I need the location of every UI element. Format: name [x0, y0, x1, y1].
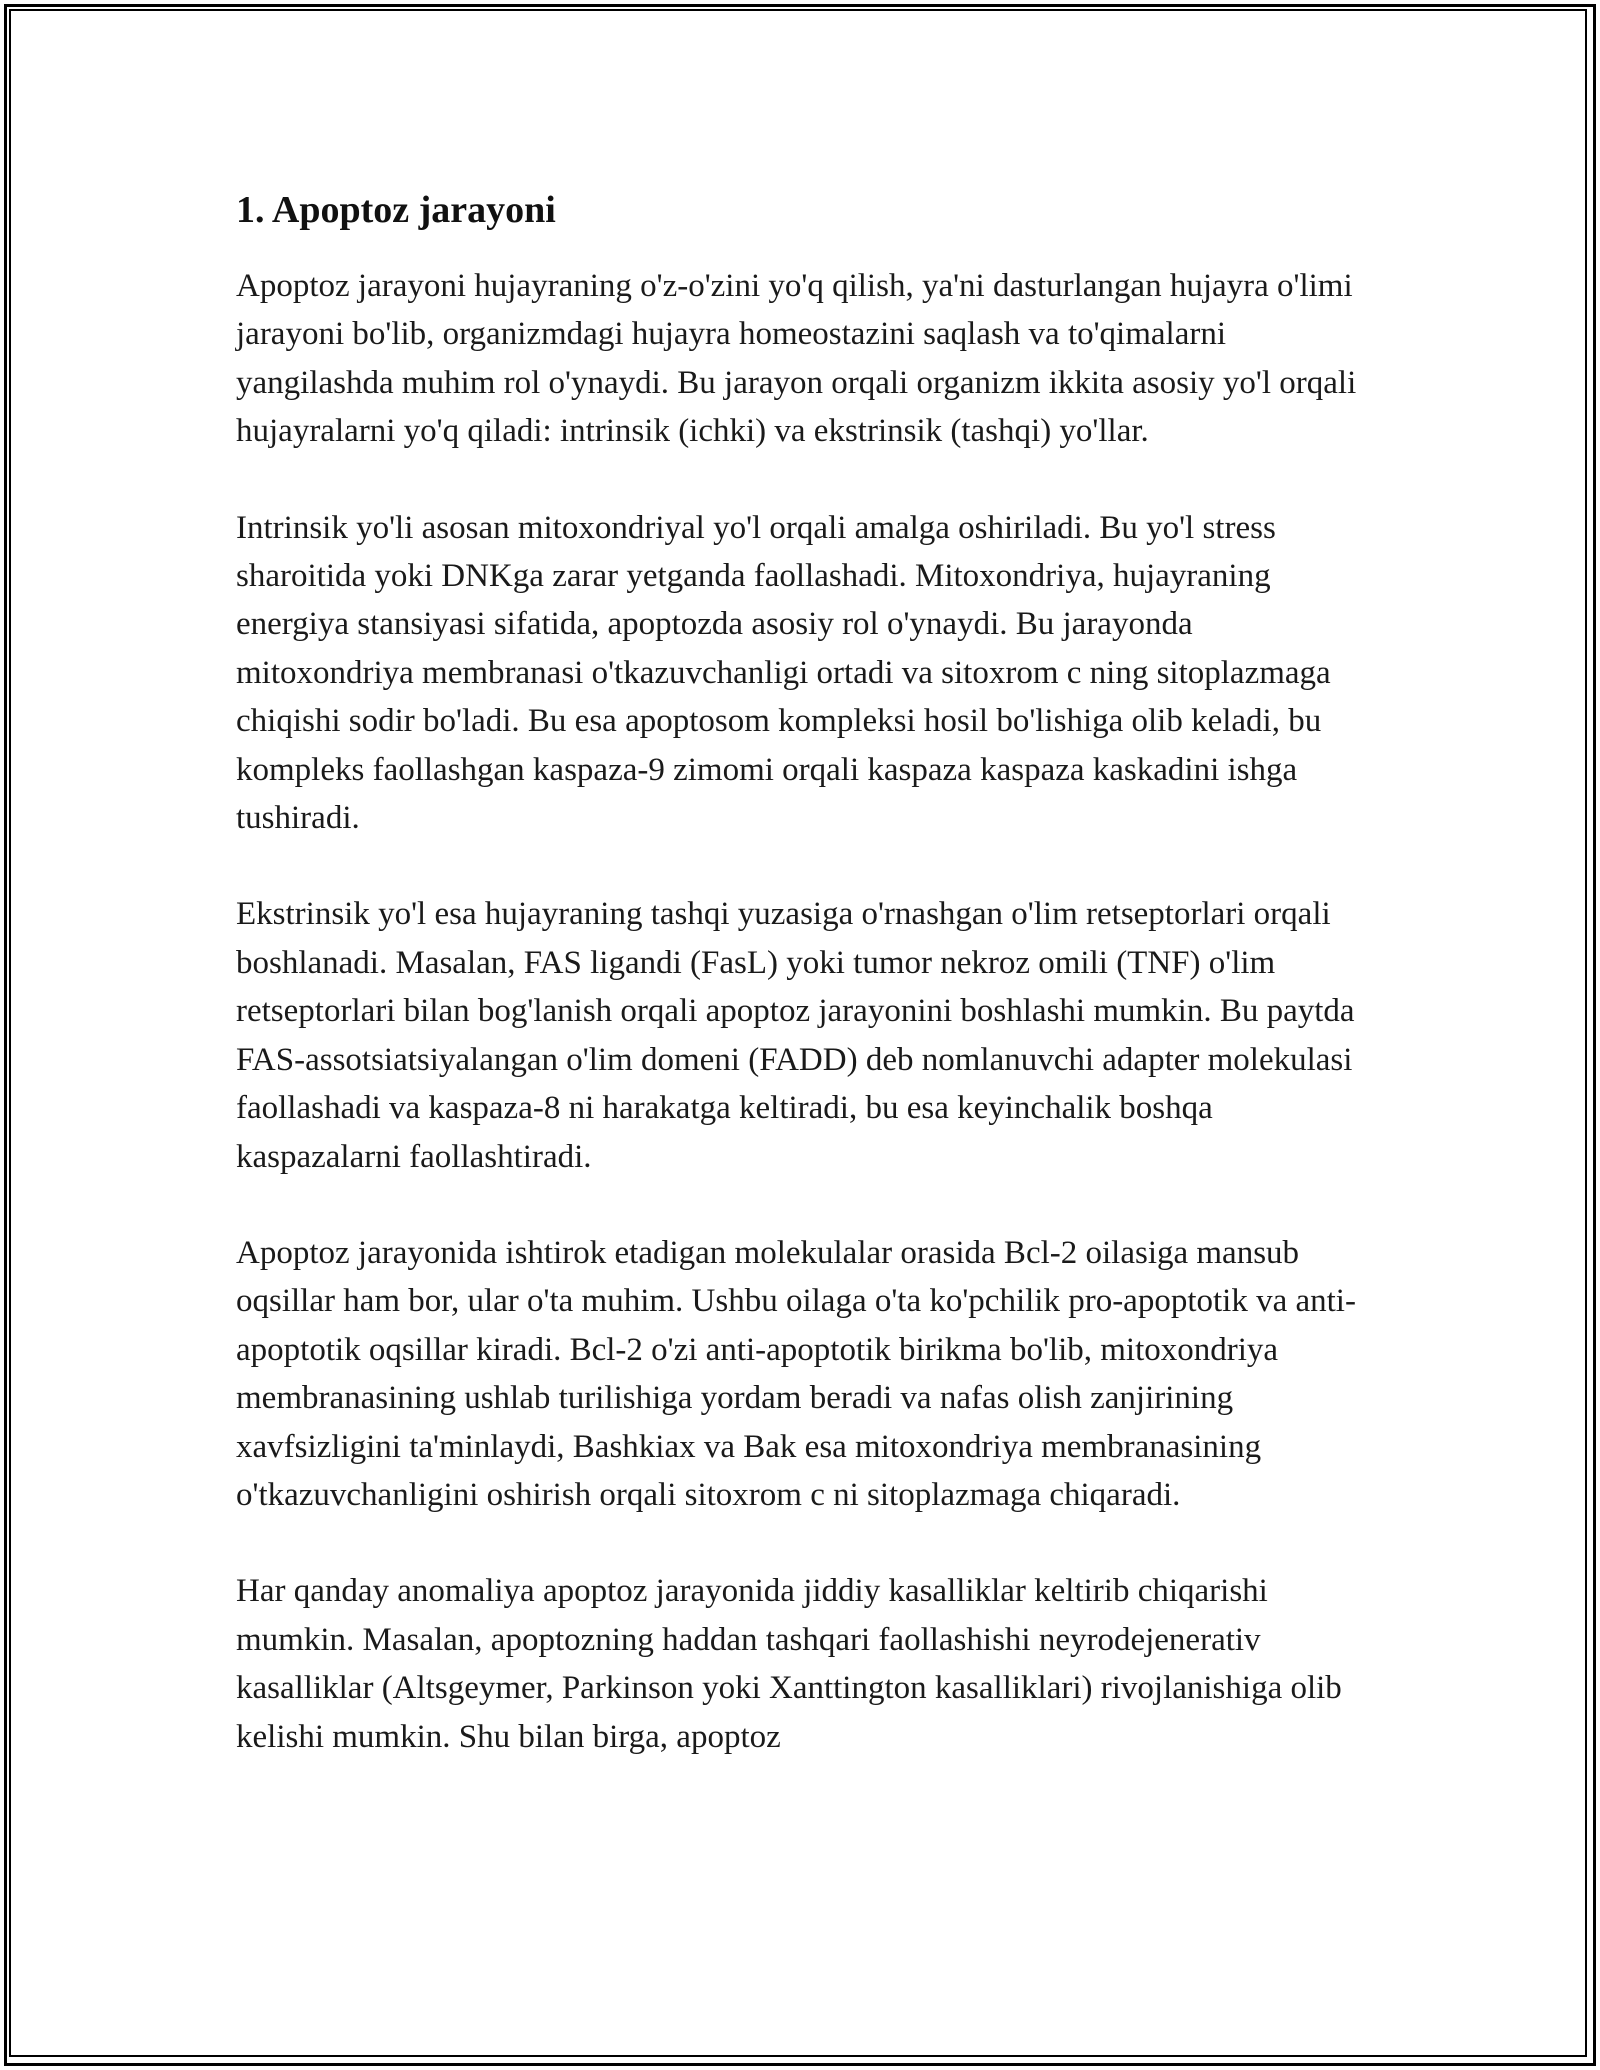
paragraph-intrinsic-pathway: Intrinsik yo'li asosan mitoxondriyal yo'l orqali amalga oshiriladi. Bu yo'l stress sharoitida yoki DNKga zarar yetganda faollashadi. Mitoxondriya, hujayraning energiya stansiyasi sifatida, apoptozda asosiy rol o'ynaydi. Bu jarayonda mitoxondriya membranasi o'tkazuvchanligi ortadi va sitoxrom c ning sitoplazmaga chiqishi sodir bo'ladi. Bu esa apoptosom kompleksi hosil bo'lishiga olib keladi, bu kompleks faollashgan kaspaza-9 zimomi orqali kaspaza kaspaza kaskadini ishga tushiradi.: [236, 509, 1331, 837]
document-body: [236, 186, 1374, 1809]
section-heading: 1. Apoptoz jarayoni: [236, 189, 556, 231]
paragraph-extrinsic-pathway: Ekstrinsik yo'l esa hujayraning tashqi yuzasiga o'rnashgan o'lim retseptorlari orqali boshlanadi. Masalan, FAS ligandi (FasL) yoki tumor nekroz omili (TNF) o'lim retseptorlari bilan bog'lanish orqali apoptoz jarayonini boshlashi mumkin. Bu paytda FAS-assotsiatsiyalangan o'lim domeni (FADD) deb nomlanuvchi adapter molekulasi faollashadi va kaspaza-8 ni harakatga keltiradi, bu esa keyinchalik boshqa kaspazalarni faollashtiradi.: [236, 896, 1355, 1175]
paragraph-anomalies: Har qanday anomaliya apoptoz jarayonida jiddiy kasalliklar keltirib chiqarishi mumkin. Masalan, apoptozning haddan tashqari faollashishi neyrodejenerativ kasalliklar (Altsgeymer, Parkinson yoki Xanttington kasalliklari) rivojlanishiga olib kelishi mumkin. Shu bilan birga, apoptoz: [236, 1573, 1342, 1755]
paragraph-bcl2-family: Apoptoz jarayonida ishtirok etadigan molekulalar orasida Bcl-2 oilasiga mansub oqsillar ham bor, ular o'ta muhim. Ushbu oilaga o'ta ko'pchilik pro-apoptotik va anti-apoptotik oqsillar kiradi. Bcl-2 o'zi anti-apoptotik birikma bo'lib, mitoxondriya membranasining ushlab turilishiga yordam beradi va nafas olish zanjirining xavfsizligini ta'minlaydi, Bashkiax va Bak esa mitoxondriya membranasining o'tkazuvchanligini oshirish orqali sitoxrom c ni sitoplazmaga chiqaradi.: [236, 1234, 1356, 1513]
paragraph-intro: Apoptoz jarayoni hujayraning o'z-o'zini yo'q qilish, ya'ni dasturlangan hujayra o'limi jarayoni bo'lib, organizmdagi hujayra homeostazini saqlash va to'qimalarni yangilashda muhim rol o'ynaydi. Bu jarayon orqali organizm ikkita asosiy yo'l orqali hujayralarni yo'q qiladi: intrinsik (ichki) va ekstrinsik (tashqi) yo'llar.: [236, 268, 1357, 450]
